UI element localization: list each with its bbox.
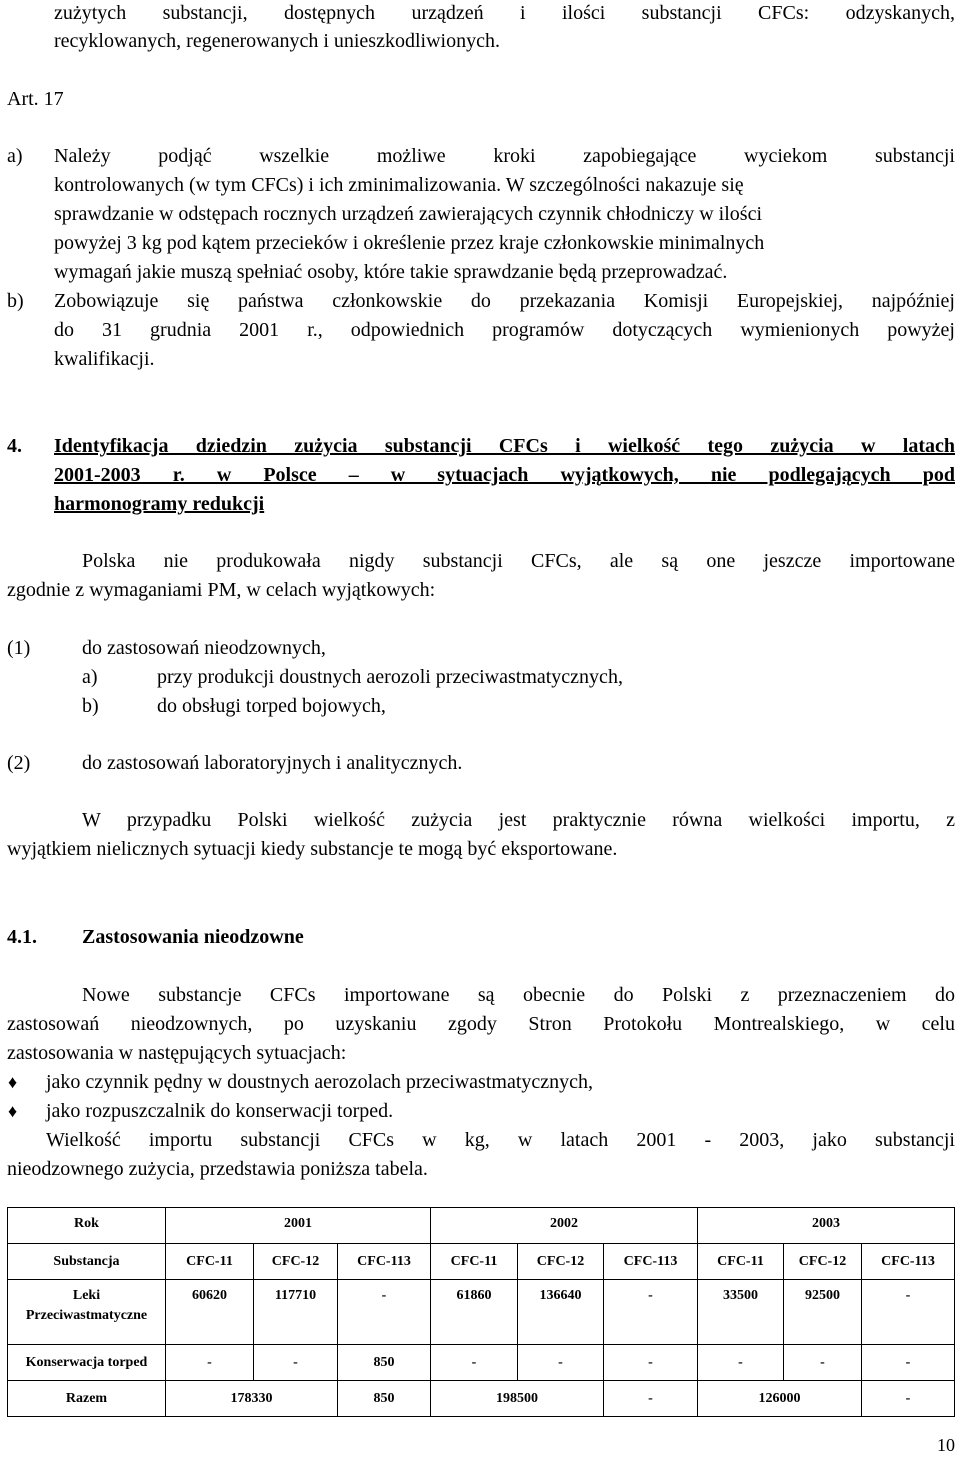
table-cell: 178330 [166, 1381, 338, 1417]
table-cell: CFC-12 [254, 1244, 338, 1280]
table-cell: 60620 [166, 1280, 254, 1345]
table-cell: CFC-113 [604, 1244, 698, 1280]
art17-b-line-2: do 31 grudnia 2001 r., odpowiednich programów dotyczących wymienionych powyżej [54, 319, 955, 341]
table-cell: CFC-11 [166, 1244, 254, 1280]
item1-a-text: przy produkcji doustnych aerozoli przeciwastmatycznych, [157, 666, 623, 688]
table-row-label: Konserwacja torped [8, 1345, 166, 1381]
section4-para2-line-2: wyjątkiem nielicznych sytuacji kiedy substancje te mogą być eksportowane. [7, 838, 618, 860]
section4-title-line-2: 2001-2003 r. w Polsce – w sytuacjach wyjątkowych, nie podlegających pod [54, 464, 955, 486]
table-cell: 61860 [431, 1280, 518, 1345]
table-cell: - [862, 1345, 955, 1381]
section41-para2-line-1: Wielkość importu substancji CFCs w kg, w latach 2001 - 2003, jako substancji [46, 1129, 955, 1151]
bullet-item-2: jako rozpuszczalnik do konserwacji torped. [46, 1100, 394, 1122]
table-cell: CFC-113 [338, 1244, 431, 1280]
art17-a-line-5: wymagań jakie muszą spełniać osoby, które takie sprawdzanie będą przeprowadzać. [54, 261, 728, 283]
intro-line-2: recyklowanych, regenerowanych i unieszkodliwionych. [54, 30, 500, 52]
row-label-line: Leki [72, 1288, 101, 1303]
diamond-bullet-icon: ♦ [8, 1101, 18, 1121]
table-row-label [8, 1280, 166, 1345]
table-cell: - [698, 1345, 784, 1381]
table-header-label: Rok [8, 1208, 166, 1244]
art17-a-line-3: sprawdzanie w odstępach rocznych urządzeń zawierających czynnik chłodniczy w ilości [54, 203, 763, 225]
table-cell: - [338, 1280, 431, 1345]
table-cell: - [862, 1381, 955, 1417]
table-cell: 198500 [431, 1381, 604, 1417]
table-cell: - [254, 1345, 338, 1381]
table-cell: CFC-12 [518, 1244, 604, 1280]
row-label-line: Przeciwastmatyczne [25, 1308, 148, 1323]
table-year: 2003 [698, 1208, 955, 1244]
bullet-item-1: jako czynnik pędny w doustnych aerozolach przeciwastmatycznych, [46, 1071, 594, 1093]
table-year: 2002 [431, 1208, 698, 1244]
section4-number: 4. [7, 435, 22, 457]
table-substance-label: Substancja [8, 1244, 166, 1280]
section4-para1-line-1: Polska nie produkowała nigdy substancji CFCs, ale są one jeszcze importowane [82, 550, 955, 572]
table-year: 2001 [166, 1208, 431, 1244]
section41-number: 4.1. [7, 926, 37, 948]
table-row [8, 1280, 955, 1345]
section4-title-line-1: Identyfikacja dziedzin zużycia substancji CFCs i wielkość tego zużycia w latach [54, 435, 955, 457]
section4-para2-line-1: W przypadku Polski wielkość zużycia jest praktycznie równa wielkości importu, z [82, 809, 955, 831]
item1-label: (1) [7, 637, 31, 659]
art17-a-line-1: Należy podjąć wszelkie możliwe kroki zapobiegające wyciekom substancji [54, 145, 955, 167]
art17-a-label: a) [7, 145, 23, 167]
table-cell: CFC-11 [431, 1244, 518, 1280]
page-number: 10 [937, 1435, 955, 1455]
item1-b-text: do obsługi torped bojowych, [157, 695, 386, 717]
table-row [8, 1208, 955, 1244]
table-cell: CFC-113 [862, 1244, 955, 1280]
art17-b-line-1: Zobowiązuje się państwa członkowskie do przekazania Komisji Europejskiej, najpóźniej [54, 290, 955, 312]
import-table [7, 1207, 955, 1417]
table-row [8, 1345, 955, 1381]
table-total-label: Razem [8, 1381, 166, 1417]
table-cell: - [862, 1280, 955, 1345]
section41-para1-line-2: zastosowań nieodzownych, po uzyskaniu zgody Stron Protokołu Montrealskiego, w celu [7, 1013, 955, 1035]
art17-a-line-4: powyżej 3 kg pod kątem przecieków i określenie przez kraje członkowskie minimalnych [54, 232, 765, 254]
table-cell: 117710 [254, 1280, 338, 1345]
table-cell: CFC-11 [698, 1244, 784, 1280]
section4-para1-line-2: zgodnie z wymaganiami PM, w celach wyjątkowych: [7, 579, 436, 601]
item1-text: do zastosowań nieodzownych, [82, 637, 326, 659]
item1-a-label: a) [82, 666, 98, 688]
item1-b-label: b) [82, 695, 99, 717]
table-row [8, 1381, 955, 1417]
item2-label: (2) [7, 752, 31, 774]
intro-line-1: zużytych substancji, dostępnych urządzeń i ilości substancji CFCs: odzyskanych, [54, 2, 955, 24]
diamond-bullet-icon: ♦ [8, 1072, 18, 1092]
table-cell: - [518, 1345, 604, 1381]
table-cell: - [604, 1345, 698, 1381]
section41-para1-line-3: zastosowania w następujących sytuacjach: [7, 1042, 347, 1064]
art17-b-label: b) [7, 290, 24, 312]
table-cell: 33500 [698, 1280, 784, 1345]
table-cell: - [166, 1345, 254, 1381]
item2-text: do zastosowań laboratoryjnych i analitycznych. [82, 752, 463, 774]
section41-title: Zastosowania nieodzowne [82, 926, 304, 948]
table-cell: 126000 [698, 1381, 862, 1417]
table-row [8, 1244, 955, 1280]
art17-b-line-3: kwalifikacji. [54, 348, 155, 370]
table-cell: 136640 [518, 1280, 604, 1345]
table-cell: - [431, 1345, 518, 1381]
table-cell: - [784, 1345, 862, 1381]
art17-heading: Art. 17 [7, 88, 64, 110]
table-cell: - [604, 1381, 698, 1417]
table-cell: 850 [338, 1381, 431, 1417]
section41-para1-line-1: Nowe substancje CFCs importowane są obecnie do Polski z przeznaczeniem do [82, 984, 955, 1006]
table-cell: - [604, 1280, 698, 1345]
section4-title-line-3: harmonogramy redukcji [54, 493, 265, 515]
table-cell: 92500 [784, 1280, 862, 1345]
art17-a-line-2: kontrolowanych (w tym CFCs) i ich zminimalizowania. W szczególności nakazuje się [54, 174, 744, 196]
section41-para2-line-2: nieodzownego zużycia, przedstawia poniższa tabela. [7, 1158, 428, 1180]
table-cell: 850 [338, 1345, 431, 1381]
table-cell: CFC-12 [784, 1244, 862, 1280]
